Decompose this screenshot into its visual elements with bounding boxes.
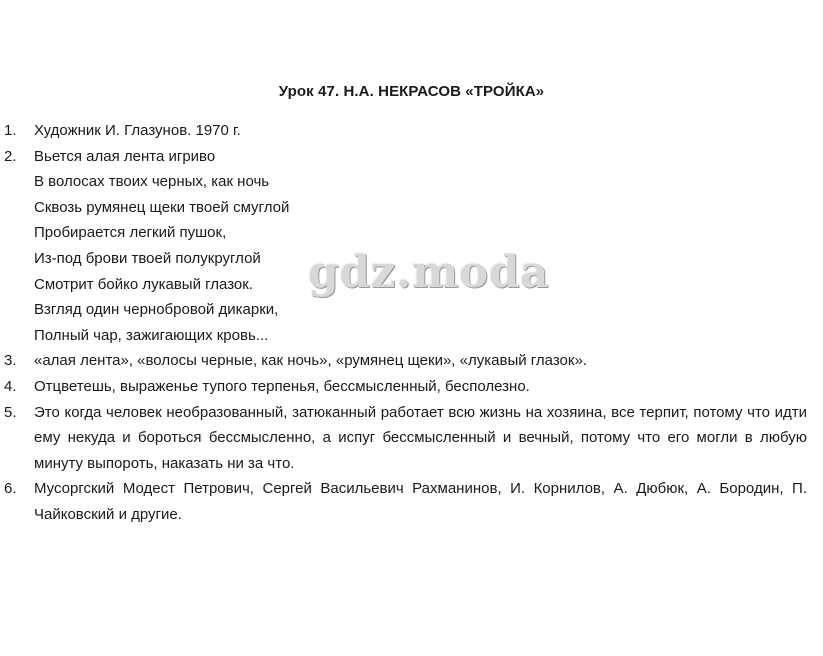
item-number: 3. xyxy=(4,352,17,370)
item-text: Художник И. Глазунов. 1970 г. xyxy=(34,122,241,139)
item-text: «алая лента», «волосы черные, как ночь», «румянец щеки», «лукавый глазок». xyxy=(34,352,587,370)
poem-line: В волосах твоих черных, как ночь xyxy=(34,173,270,191)
poem-line: Из-под брови твоей полукруглой xyxy=(34,249,261,267)
poem-line: Сквозь румянец щеки твоей смуглой xyxy=(34,198,290,216)
item-number: 6. xyxy=(4,480,17,498)
answer-list xyxy=(4,118,807,528)
list-item xyxy=(4,118,807,144)
item-text: Отцветешь, выраженье тупого терпенья, бессмысленный, бесполезно. xyxy=(34,377,530,395)
poem-line: Полный чар, зажигающих кровь... xyxy=(34,326,269,344)
item-number: 5. xyxy=(4,403,17,421)
list-item xyxy=(4,348,807,374)
item-number: 2. xyxy=(4,147,17,165)
item-paragraph: Это когда человек необразованный, затюканный работает всю жизнь на хозяина, все терпит, потому что идти ему некуда и бороться бессмысленно, а испуг бессмысленный и вечный, потому что его могли в любую минуту выпороть, наказать ни за что. xyxy=(34,403,807,472)
page-title: Урок 47. Н.А. НЕКРАСОВ «ТРОЙКА» xyxy=(278,83,545,100)
poem-line: Вьется алая лента игриво xyxy=(34,147,216,165)
item-paragraph: Мусоргский Модест Петрович, Сергей Васильевич Рахманинов, И. Корнилов, А. Дюбюк, А. Бородин, П. Чайковский и другие. xyxy=(34,480,807,523)
list-item xyxy=(4,374,807,400)
list-item xyxy=(4,476,807,527)
list-item xyxy=(4,400,807,477)
watermark: gdz.moda xyxy=(308,247,550,298)
item-number: 4. xyxy=(4,377,17,395)
poem-line: Смотрит бойко лукавый глазок. xyxy=(34,275,253,293)
poem-line: Взгляд один чернобровой дикарки, xyxy=(34,301,279,319)
poem-line: Пробирается легкий пушок, xyxy=(34,224,227,242)
item-number: 1. xyxy=(4,122,17,139)
list-item xyxy=(4,144,807,349)
